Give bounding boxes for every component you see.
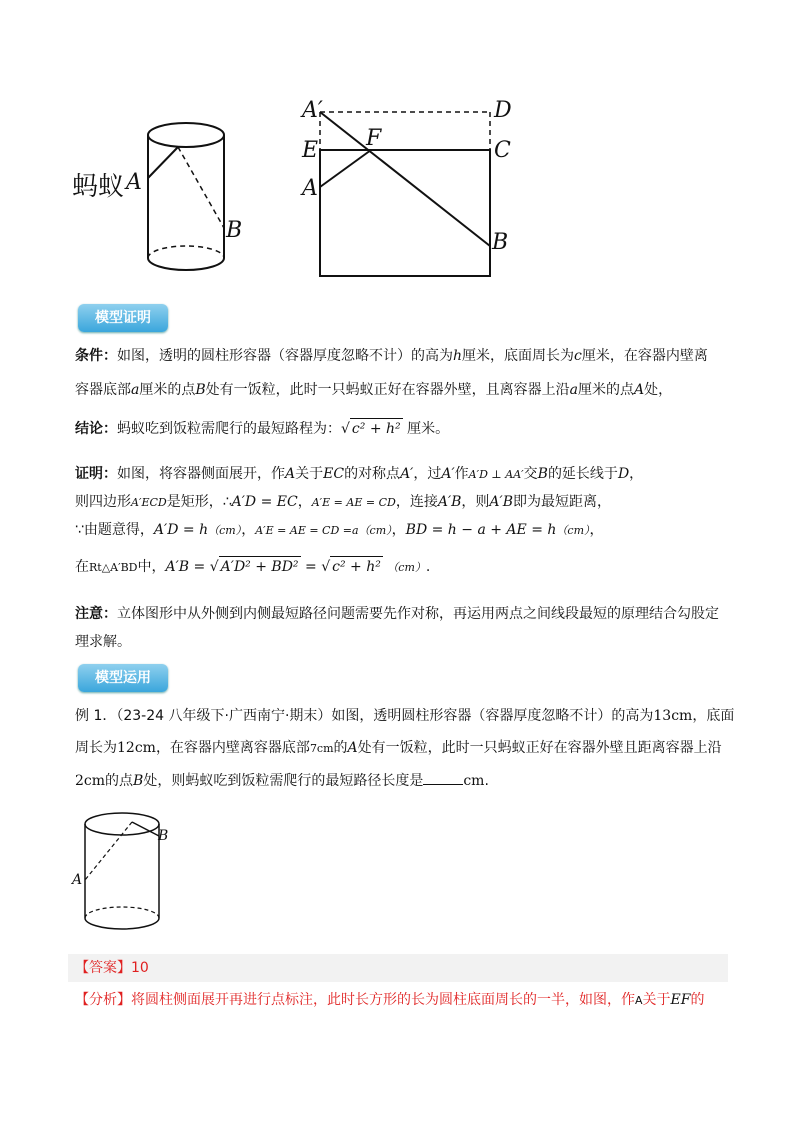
cyl1-label-a: A <box>126 170 142 195</box>
text: ，则 <box>461 494 490 510</box>
note-line-2 <box>75 632 131 652</box>
text: 的点 <box>105 773 134 789</box>
var: a <box>131 382 140 398</box>
proof-label: 证明： <box>75 466 117 482</box>
text: 将圆柱侧面展开再进行点标注，此时长方形的长为圆柱底面周长的一半，如图，作 <box>131 992 635 1008</box>
formula: A′B = <box>165 559 210 575</box>
conclusion-label: 结论： <box>75 421 117 437</box>
formula: A′E = AE = CD <box>311 496 396 509</box>
proof-line-3 <box>75 520 604 541</box>
text: . <box>484 773 489 789</box>
var: A′ <box>441 466 455 482</box>
text: 例 1．（23-24 八年级下·广西南宁·期末）如图，透明圆柱形容器（容器厚度忽略不计）的高为 <box>75 708 654 724</box>
rect-label-a: A <box>302 176 318 201</box>
text: 周长为 <box>75 740 117 756</box>
var: A <box>285 466 296 482</box>
answer-line <box>75 958 149 978</box>
conditions-line-1 <box>75 346 708 366</box>
cyl2-label-b: B <box>158 828 169 844</box>
text: ，底面 <box>692 708 735 724</box>
text: ，在容器内壁离容器底部 <box>155 740 310 756</box>
var: h <box>453 348 463 364</box>
unit: （cm） <box>556 524 590 537</box>
unrolled-rectangle-figure <box>300 100 520 285</box>
rect-label-b: B <box>492 230 509 255</box>
text: 的对称点 <box>344 466 401 482</box>
answer-band <box>68 954 728 982</box>
text: 处， <box>644 382 673 398</box>
formula: BD = h − a + AE = h <box>405 522 557 538</box>
text: ， <box>241 522 256 538</box>
formula: A′D = h <box>153 522 209 538</box>
formula: A′B <box>437 494 462 510</box>
answer-label: 【答案】 <box>75 960 131 976</box>
text: ，过 <box>413 466 442 482</box>
text: 处有一饭粒，此时一只蚂蚁正好在容器外壁且距离容器上沿 <box>357 740 722 756</box>
conclusion-formula: c² + h² <box>350 418 403 439</box>
text: 则四边形 <box>75 494 131 510</box>
var: EC <box>323 466 345 482</box>
rect-label-a-prime: A′ <box>302 98 323 123</box>
conclusion-line: 结论：蚂蚁吃到饭粒需爬行的最短路程为：√ c² + h² 厘米。 <box>75 418 449 439</box>
value: 13cm <box>653 708 693 724</box>
text: 交 <box>523 466 538 482</box>
cyl2-label-a: A <box>72 872 83 888</box>
radical: c² + h² <box>330 556 383 577</box>
text: 如图，将容器侧面展开，作 <box>117 466 285 482</box>
text: ， <box>391 522 406 538</box>
cylinder-figure-2 <box>70 800 190 940</box>
text: 处，则蚂蚁吃到饭粒需爬行的最短路径长度是 <box>143 773 424 789</box>
cyl1-label-b: B <box>226 218 243 243</box>
var: B <box>537 466 548 482</box>
proof-line-2 <box>75 492 611 513</box>
text: 厘米的点 <box>139 382 196 398</box>
var: c <box>574 348 582 364</box>
text: 关于 <box>295 466 324 482</box>
formula: Rt△A′BD <box>89 561 138 574</box>
example-line-1 <box>75 706 734 726</box>
text: . <box>425 559 431 575</box>
text: 如图，透明的圆柱形容器（容器厚度忽略不计）的高为 <box>117 348 453 364</box>
var: B <box>133 773 144 789</box>
text: 是矩形，∴ <box>166 494 232 510</box>
var: D <box>617 466 630 482</box>
text: 理求解。 <box>75 634 131 650</box>
text: 厘米，在容器内壁离 <box>581 348 708 364</box>
proof-line-1 <box>75 464 643 485</box>
var: A′ <box>400 466 414 482</box>
text: ， <box>629 466 644 482</box>
text: 厘米的点 <box>578 382 635 398</box>
text: 中， <box>137 559 166 575</box>
text: 即为最短距离， <box>512 494 611 510</box>
analysis-line <box>75 990 704 1011</box>
var: a <box>569 382 579 398</box>
var: A <box>634 382 645 398</box>
value: 12cm <box>117 740 156 756</box>
text: ， <box>297 494 312 510</box>
text: ，连接 <box>395 494 438 510</box>
text: 厘米。 <box>407 421 450 437</box>
formula: = <box>300 559 322 575</box>
unit: cm <box>463 773 485 789</box>
value: 2cm <box>75 773 106 789</box>
var: A <box>635 994 643 1007</box>
text: 处有一饭粒，此时一只蚂蚁正好在容器外壁，且离容器上沿 <box>205 382 570 398</box>
formula: A′D ⊥ AA′ <box>468 468 524 481</box>
text: 作 <box>454 466 469 482</box>
unit: （cm） <box>358 524 392 537</box>
text: 的延长线于 <box>547 466 618 482</box>
text: 容器底部 <box>75 382 131 398</box>
unit: （cm） <box>208 524 242 537</box>
example-line-2 <box>75 738 722 759</box>
rect-label-d: D <box>494 98 512 123</box>
conditions-label: 条件： <box>75 348 117 364</box>
rect-label-e: E <box>302 138 319 163</box>
proof-line-4: 在Rt△A′BD中，A′B = √ A′D² + BD² = √ c² + h² （cm）. <box>75 556 430 578</box>
ant-word: 蚂蚁 <box>72 172 125 202</box>
var: EF <box>670 992 691 1008</box>
text: 的 <box>690 992 705 1008</box>
answer-value: 10 <box>131 960 149 976</box>
note-label: 注意： <box>75 606 117 622</box>
text: 的 <box>333 740 348 756</box>
rect-label-c: C <box>494 138 511 163</box>
note-line-1 <box>75 604 719 624</box>
text: ∵由题意得， <box>75 522 154 538</box>
var: B <box>195 382 206 398</box>
section-badge-proof: 模型证明 <box>78 304 168 332</box>
text: 在 <box>75 559 89 575</box>
radical: A′D² + BD² <box>219 556 301 577</box>
answer-blank[interactable] <box>423 770 463 785</box>
analysis-label: 【分析】 <box>75 992 131 1008</box>
formula: A′ECD <box>131 496 167 509</box>
value: 7cm <box>309 742 334 755</box>
example-line-3 <box>75 770 489 791</box>
text: 关于 <box>642 992 671 1008</box>
formula: A′E = AE = CD =a <box>255 524 359 537</box>
var: A <box>347 740 358 756</box>
conditions-line-2 <box>75 380 672 400</box>
text: 厘米，底面周长为 <box>462 348 575 364</box>
text: 蚂蚁吃到饭粒需爬行的最短路程为： <box>117 421 341 437</box>
unit: （cm） <box>387 561 426 574</box>
section-badge-use: 模型运用 <box>78 664 168 692</box>
formula: A′B <box>489 494 513 510</box>
text: ， <box>589 522 604 538</box>
formula: A′D = EC <box>231 494 298 510</box>
rect-label-f: F <box>366 126 382 151</box>
text: 立体图形中从外侧到内侧最短路径问题需要先作对称，再运用两点之间线段最短的原理结合勾股定 <box>117 606 719 622</box>
